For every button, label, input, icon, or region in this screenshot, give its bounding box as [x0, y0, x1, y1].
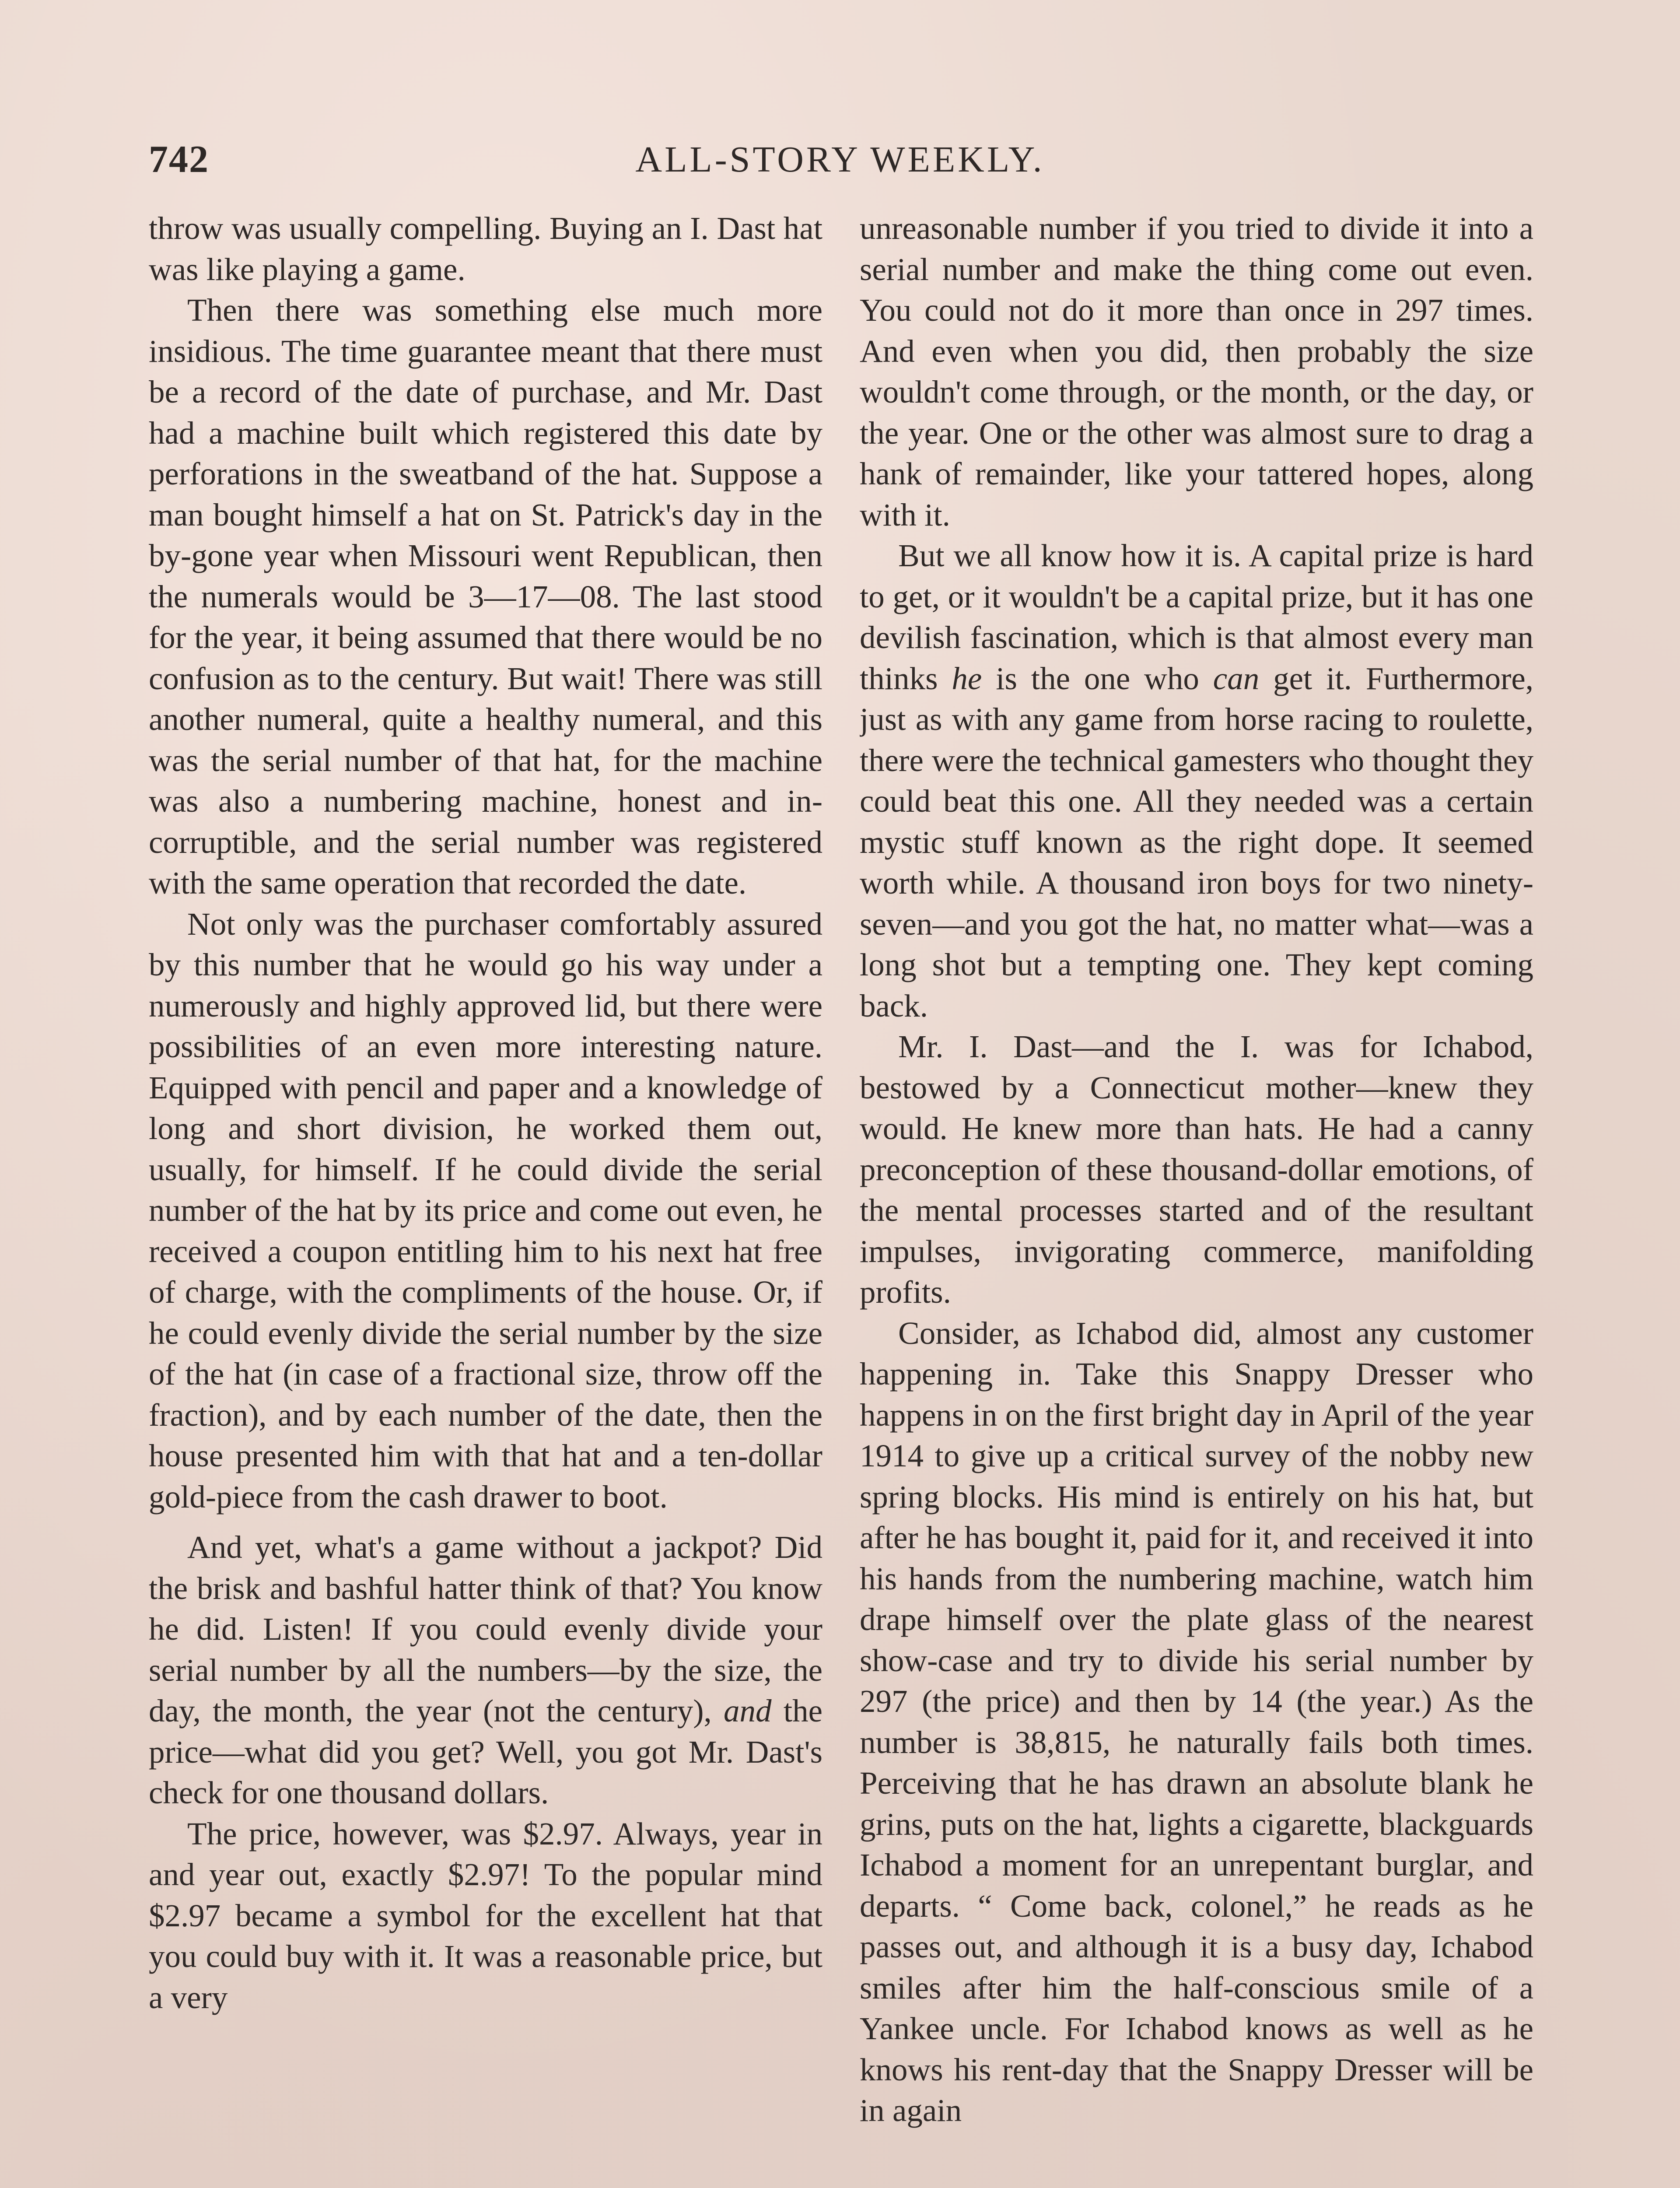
emphasis-text: and — [724, 1693, 772, 1729]
emphasis-text: he — [952, 660, 982, 696]
paragraph: throw was usually compelling. Buying an I. Dast hat was like playing a game. — [149, 210, 822, 287]
paragraph — [149, 1527, 822, 1813]
left-column — [149, 208, 822, 2188]
text-run: the price—what did you get? Well, you got Mr. Dast's check for one thousand dollars. — [149, 1693, 822, 1810]
paragraph: Then there was something else much more insidious. The time guarantee meant that there must be a record of the date of purchase, and Mr. Dast had a machine built which registered this date by perforations in the sweatband of the hat. Suppose a man bought himself a hat on St. Patrick's day in the by-gone year when Missouri went Republican, then the numerals would be 3—17—08. The last stood for the year, it being assumed that there would be no confusion as to the century. But wait! There was still another numeral, quite a healthy numeral, and this was the serial number of that hat, for the machine was also a numbering machine, honest and incorruptible, and the serial number was registered with the same operation that recorded the date. — [149, 292, 822, 901]
text-run: get it. Furthermore, just as with any game from horse racing to roulette, there were the technical gamesters who thought they could beat this one. All they needed was a certain mystic stuff known as the right dope. It seemed worth while. A thousand iron boys for two ninety-seven—and you got the hat, no matter what—was a long shot but a tempting one. They kept coming back. — [860, 660, 1533, 1024]
text-run: is the one who — [996, 660, 1199, 696]
right-column — [860, 208, 1533, 2188]
paragraph — [860, 535, 1533, 1026]
paragraph: unreasonable number if you tried to divide it into a serial number and make the thing come out even. You could not do it more than once in 297 times. And even when you did, then probably the size wouldn't come through, or the month, or the day, or the year. One or the other was almost sure to drag a hank of remainder, like your tattered hopes, along with it. — [860, 210, 1533, 533]
emphasis-text: can — [1213, 660, 1260, 696]
page-number: 742 — [149, 138, 209, 181]
paragraph: Not only was the purchaser comfortably assured by this number that he would go his way under a numerously and highly approved lid, but there were possibilities of an even more interesting nature. Equipped with pencil and paper and a knowledge of long and short division, he worked them out, usually, for himself. If he could divide the serial number of the hat by its price and come out even, he received a coupon entitling him to his next hat free of charge, with the compliments of the house. Or, if he could evenly divide the serial number by the size of the hat (in case of a fractional size, throw off the fraction), and by each number of the date, then the house presented him with that hat and a ten-dollar gold-piece from the cash drawer to boot. — [149, 906, 822, 1515]
text-run: And yet, what's a game without a jackpot? Did the brisk and bashful hatter think of that? You know he did. Listen! If you could evenly divide your serial number by all the numbers—by the size, the day, the month, the year (not the century), — [149, 1529, 822, 1729]
text-run: But we all know how it is. A capital prize is hard to get, or it wouldn't be a capital prize, but it has one devilish fascination, which is that almost every man thinks — [860, 538, 1533, 696]
paragraph: Mr. I. Dast—and the I. was for Ichabod, bestowed by a Connecticut mother—knew they would. He knew more than hats. He had a canny preconception of these thousand-dollar emotions, of the mental processes started and of the resultant impulses, invigorating commerce, manifolding profits. — [860, 1029, 1533, 1310]
running-title: ALL-STORY WEEKLY. — [635, 139, 1045, 180]
paragraph: The price, however, was $2.97. Always, year in and year out, exactly $2.97! To the popular mind $2.97 became a symbol for the excellent hat that you could buy with it. It was a reasonable price, but a very — [149, 1816, 822, 2015]
page-header — [149, 131, 1531, 188]
paragraph: Consider, as Ichabod did, almost any customer happening in. Take this Snappy Dresser who happens in on the first bright day in April of the year 1914 to give up a critical survey of the nobby new spring blocks. His mind is entirely on his hat, but after he has bought it, paid for it, and received it into his hands from the numbering machine, watch him drape himself over the plate glass of the nearest show-case and try to divide his serial number by 297 (the price) and then by 14 (the year.) As the number is 38,815, he naturally fails both times. Perceiving that he has drawn an absolute blank he grins, puts on the hat, lights a cigarette, blackguards Ichabod a moment for an unrepentant burglar, and departs. “ Come back, colonel,” he reads as he passes out, and although it is a busy day, Ichabod smiles after him the half-conscious smile of a Yankee uncle. For Ichabod knows as well as he knows his rent-day that the Snappy Dresser will be in again — [860, 1315, 1533, 2128]
